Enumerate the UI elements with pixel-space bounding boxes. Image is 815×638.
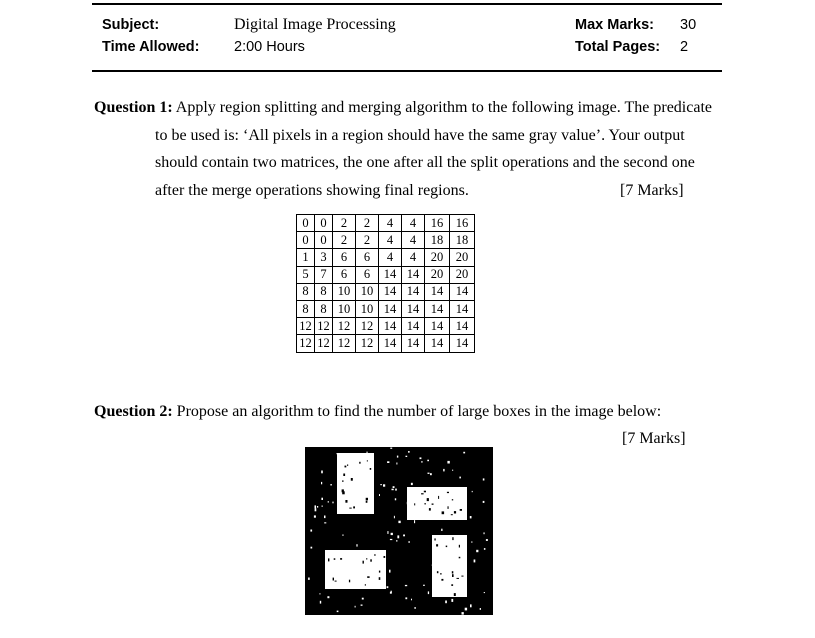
noise-speck [395, 489, 397, 491]
noise-speck [342, 535, 344, 536]
matrix-cell: 20 [425, 249, 450, 266]
matrix-cell: 14 [425, 300, 450, 317]
noise-speck [363, 561, 364, 564]
matrix-cell: 12 [333, 335, 356, 352]
large-box-top-left [337, 453, 374, 514]
noise-speck [448, 506, 449, 509]
noise-speck [452, 571, 454, 573]
noise-speck [460, 509, 462, 511]
large-box-bottom-left [325, 550, 386, 589]
question-1-line-2: to be used is: ‘All pixels in a region should have the same gray value’. Your output [155, 127, 685, 144]
matrix-cell: 16 [425, 215, 450, 232]
noise-speck [484, 532, 485, 534]
matrix-cell: 10 [333, 283, 356, 300]
noise-speck [308, 578, 310, 580]
matrix-cell: 18 [450, 232, 475, 249]
noise-speck [476, 550, 478, 552]
noise-speck [387, 461, 389, 463]
noise-speck [367, 452, 368, 455]
total-pages-label: Total Pages: [575, 39, 661, 55]
noise-speck [349, 580, 350, 583]
noise-speck [457, 578, 460, 579]
matrix-row [297, 215, 475, 232]
noise-speck [319, 593, 320, 594]
noise-speck [384, 556, 386, 558]
noise-speck [420, 457, 422, 459]
matrix-row [297, 232, 475, 249]
noise-speck [407, 502, 408, 505]
noise-speck [311, 547, 313, 549]
matrix-cell: 12 [315, 335, 333, 352]
noise-speck [437, 571, 439, 573]
noise-speck [332, 502, 333, 504]
matrix-cell: 4 [402, 249, 425, 266]
noise-speck [428, 591, 429, 594]
noise-speck [387, 586, 389, 588]
noise-speck [356, 544, 357, 546]
matrix-cell: 7 [315, 266, 333, 283]
noise-speck [336, 453, 337, 454]
noise-speck [334, 558, 336, 560]
noise-speck [359, 462, 360, 464]
matrix-row [297, 335, 475, 352]
noise-speck [451, 514, 453, 515]
noise-speck [408, 451, 410, 453]
matrix-cell: 4 [379, 232, 402, 249]
noise-speck [324, 516, 326, 519]
noise-speck [424, 491, 426, 493]
matrix-cell: 0 [315, 232, 333, 249]
noise-speck [430, 473, 432, 475]
matrix-cell: 18 [425, 232, 450, 249]
noise-speck [442, 511, 445, 514]
noise-speck [395, 498, 396, 500]
noise-speck [432, 504, 434, 505]
noise-speck [366, 501, 368, 503]
matrix-cell: 14 [425, 283, 450, 300]
noise-speck [486, 539, 488, 541]
noise-speck [367, 460, 368, 461]
noise-speck [447, 492, 449, 493]
noise-speck [451, 599, 453, 602]
noise-speck [441, 579, 443, 581]
header-top-rule [92, 3, 722, 5]
noise-speck [397, 535, 399, 538]
noise-speck [387, 531, 388, 534]
matrix-cell: 12 [333, 318, 356, 335]
max-marks-value: 30 [680, 17, 697, 33]
noise-speck [483, 478, 485, 480]
noise-speck [452, 499, 453, 500]
noise-speck [365, 584, 366, 585]
noise-speck [383, 484, 385, 486]
matrix-cell: 3 [315, 249, 333, 266]
noise-speck [465, 608, 467, 611]
noise-speck [414, 520, 415, 523]
noise-speck [434, 538, 435, 540]
matrix-cell: 6 [333, 266, 356, 283]
question-2-label: Question 2: [94, 403, 173, 420]
matrix-cell: 2 [356, 215, 379, 232]
noise-speck [454, 511, 456, 513]
matrix-cell: 14 [402, 266, 425, 283]
question-1-text-1: Apply region splitting and merging algorithm to the following image. The predicate [175, 99, 712, 116]
noise-speck [370, 559, 372, 561]
matrix-cell: 14 [450, 300, 475, 317]
noise-speck [379, 571, 380, 573]
noise-speck [370, 468, 372, 470]
matrix-cell: 14 [379, 335, 402, 352]
noise-speck [409, 541, 410, 543]
noise-speck [366, 558, 367, 559]
subject-value: Digital Image Processing [234, 16, 396, 33]
noise-speck [335, 581, 337, 582]
matrix-row [297, 249, 475, 266]
matrix-cell: 20 [425, 266, 450, 283]
noise-speck [427, 498, 429, 501]
matrix-cell: 2 [333, 215, 356, 232]
noise-speck [470, 516, 472, 518]
noise-speck [438, 496, 439, 499]
matrix-cell: 14 [402, 283, 425, 300]
matrix-cell: 14 [402, 300, 425, 317]
noise-speck [398, 521, 400, 523]
header-bottom-rule [92, 70, 722, 72]
matrix-cell: 4 [402, 215, 425, 232]
noise-speck [393, 486, 395, 488]
noise-speck [462, 612, 464, 615]
noise-speck [423, 585, 425, 586]
matrix-cell: 0 [297, 232, 315, 249]
noise-speck [321, 498, 323, 500]
question-1-line-3: should contain two matrices, the one after all the split operations and the second one [155, 154, 695, 171]
matrix-cell: 4 [402, 232, 425, 249]
noise-speck [452, 537, 453, 540]
time-allowed-label: Time Allowed: [102, 39, 200, 55]
matrix-cell: 14 [425, 335, 450, 352]
matrix-cell: 14 [379, 300, 402, 317]
gray-value-matrix [296, 214, 475, 353]
noise-speck [421, 461, 423, 462]
max-marks-label: Max Marks: [575, 17, 654, 33]
matrix-cell: 5 [297, 266, 315, 283]
matrix-cell: 6 [333, 249, 356, 266]
noise-speck [421, 493, 424, 494]
matrix-cell: 2 [333, 232, 356, 249]
question-1-line-4: after the merge operations showing final regions. [155, 182, 469, 199]
matrix-cell: 14 [379, 318, 402, 335]
noise-speck [483, 501, 485, 503]
matrix-cell: 16 [450, 215, 475, 232]
matrix-cell: 8 [315, 300, 333, 317]
noise-speck [310, 530, 312, 532]
matrix-cell: 2 [356, 232, 379, 249]
matrix-cell: 12 [297, 335, 315, 352]
boxes-figure [305, 447, 493, 615]
matrix-cell: 14 [379, 283, 402, 300]
noise-speck [396, 540, 397, 542]
noise-speck [461, 576, 463, 577]
matrix-cell: 20 [450, 266, 475, 283]
noise-speck [317, 506, 318, 508]
noise-speck [391, 533, 393, 535]
matrix-cell: 14 [402, 335, 425, 352]
matrix-cell: 14 [450, 318, 475, 335]
noise-speck [411, 599, 412, 601]
matrix-cell: 4 [379, 215, 402, 232]
matrix-cell: 14 [450, 283, 475, 300]
matrix-cell: 10 [356, 300, 379, 317]
noise-speck [315, 505, 317, 508]
question-2-text: Propose an algorithm to find the number of large boxes in the image below: [176, 403, 662, 420]
matrix-cell: 14 [379, 266, 402, 283]
noise-speck [414, 607, 415, 609]
noise-speck [411, 483, 413, 485]
matrix-row [297, 283, 475, 300]
noise-speck [447, 461, 449, 464]
noise-speck [327, 596, 329, 598]
noise-speck [349, 508, 351, 509]
noise-speck [353, 506, 355, 508]
noise-speck [389, 570, 391, 573]
matrix-cell: 14 [450, 335, 475, 352]
noise-speck [432, 564, 433, 566]
matrix-cell: 12 [315, 318, 333, 335]
matrix-cell: 8 [315, 283, 333, 300]
noise-speck [391, 591, 392, 593]
noise-speck [471, 541, 472, 542]
question-1-label: Question 1: [94, 99, 173, 116]
noise-speck [355, 606, 356, 608]
noise-speck [459, 557, 461, 559]
noise-speck [337, 611, 339, 613]
noise-speck [315, 508, 317, 511]
question-2-line [94, 403, 661, 421]
question-1-line-1 [94, 99, 712, 117]
matrix-cell: 1 [297, 249, 315, 266]
noise-speck [322, 506, 323, 507]
noise-speck [459, 477, 461, 479]
noise-speck [374, 554, 376, 555]
noise-speck [403, 535, 405, 537]
noise-speck [390, 448, 392, 449]
noise-speck [342, 481, 344, 482]
noise-speck [340, 558, 342, 560]
noise-speck [484, 548, 486, 550]
noise-speck [320, 601, 321, 604]
noise-speck [405, 597, 407, 599]
noise-speck [472, 491, 473, 492]
noise-speck [429, 508, 431, 511]
question-1-marks: [7 Marks] [620, 182, 684, 199]
noise-speck [480, 608, 481, 610]
noise-speck [424, 503, 426, 504]
noise-speck [343, 474, 345, 477]
noise-speck [330, 484, 332, 485]
matrix-cell: 8 [297, 300, 315, 317]
noise-speck [379, 577, 381, 580]
noise-speck [452, 470, 453, 471]
question-2-marks: [7 Marks] [622, 430, 686, 447]
noise-speck [362, 598, 364, 600]
matrix-cell: 8 [297, 283, 315, 300]
matrix-row [297, 300, 475, 317]
noise-speck [390, 539, 392, 540]
noise-speck [436, 544, 438, 546]
noise-speck [440, 573, 441, 575]
matrix-cell: 0 [297, 215, 315, 232]
noise-speck [380, 484, 382, 485]
noise-speck [366, 498, 368, 501]
noise-speck [484, 592, 485, 593]
matrix-cell: 6 [356, 249, 379, 266]
matrix-cell: 6 [356, 266, 379, 283]
matrix-cell: 20 [450, 249, 475, 266]
noise-speck [474, 560, 476, 563]
noise-speck [345, 500, 347, 503]
matrix-cell: 14 [402, 318, 425, 335]
matrix-cell: 0 [315, 215, 333, 232]
noise-speck [454, 593, 456, 596]
noise-speck [324, 522, 326, 523]
noise-speck [361, 605, 363, 606]
noise-speck [396, 463, 397, 465]
noise-speck [451, 584, 453, 586]
noise-speck [446, 546, 448, 548]
noise-speck [414, 503, 415, 505]
noise-speck [314, 515, 316, 517]
time-allowed-value: 2:00 Hours [234, 39, 305, 55]
noise-speck [347, 465, 348, 466]
noise-speck [406, 456, 408, 457]
noise-speck [443, 469, 444, 472]
noise-speck [452, 574, 454, 577]
matrix-cell: 10 [333, 300, 356, 317]
noise-speck [333, 578, 334, 581]
noise-speck [321, 482, 322, 484]
noise-speck [441, 529, 442, 531]
noise-speck [379, 494, 380, 496]
noise-speck [405, 585, 407, 586]
noise-speck [328, 558, 329, 561]
noise-speck [445, 601, 447, 604]
noise-speck [394, 516, 395, 519]
noise-speck [351, 478, 353, 481]
noise-speck [397, 456, 398, 458]
noise-speck [345, 466, 347, 468]
matrix-row [297, 266, 475, 283]
matrix-cell: 14 [425, 318, 450, 335]
noise-speck [428, 473, 430, 474]
noise-speck [470, 604, 472, 607]
matrix-row [297, 318, 475, 335]
total-pages-value: 2 [680, 39, 689, 55]
matrix-cell: 4 [379, 249, 402, 266]
noise-speck [367, 576, 369, 578]
subject-label: Subject: [102, 17, 160, 33]
large-box-top-right [407, 487, 467, 520]
noise-speck [392, 489, 394, 491]
matrix-cell: 12 [356, 318, 379, 335]
noise-speck [427, 460, 429, 462]
matrix-cell: 12 [356, 335, 379, 352]
noise-speck [463, 452, 465, 454]
noise-speck [328, 501, 329, 503]
matrix-cell: 12 [297, 318, 315, 335]
noise-speck [321, 471, 323, 474]
noise-speck [342, 491, 345, 494]
noise-speck [459, 545, 460, 548]
matrix-cell: 10 [356, 283, 379, 300]
